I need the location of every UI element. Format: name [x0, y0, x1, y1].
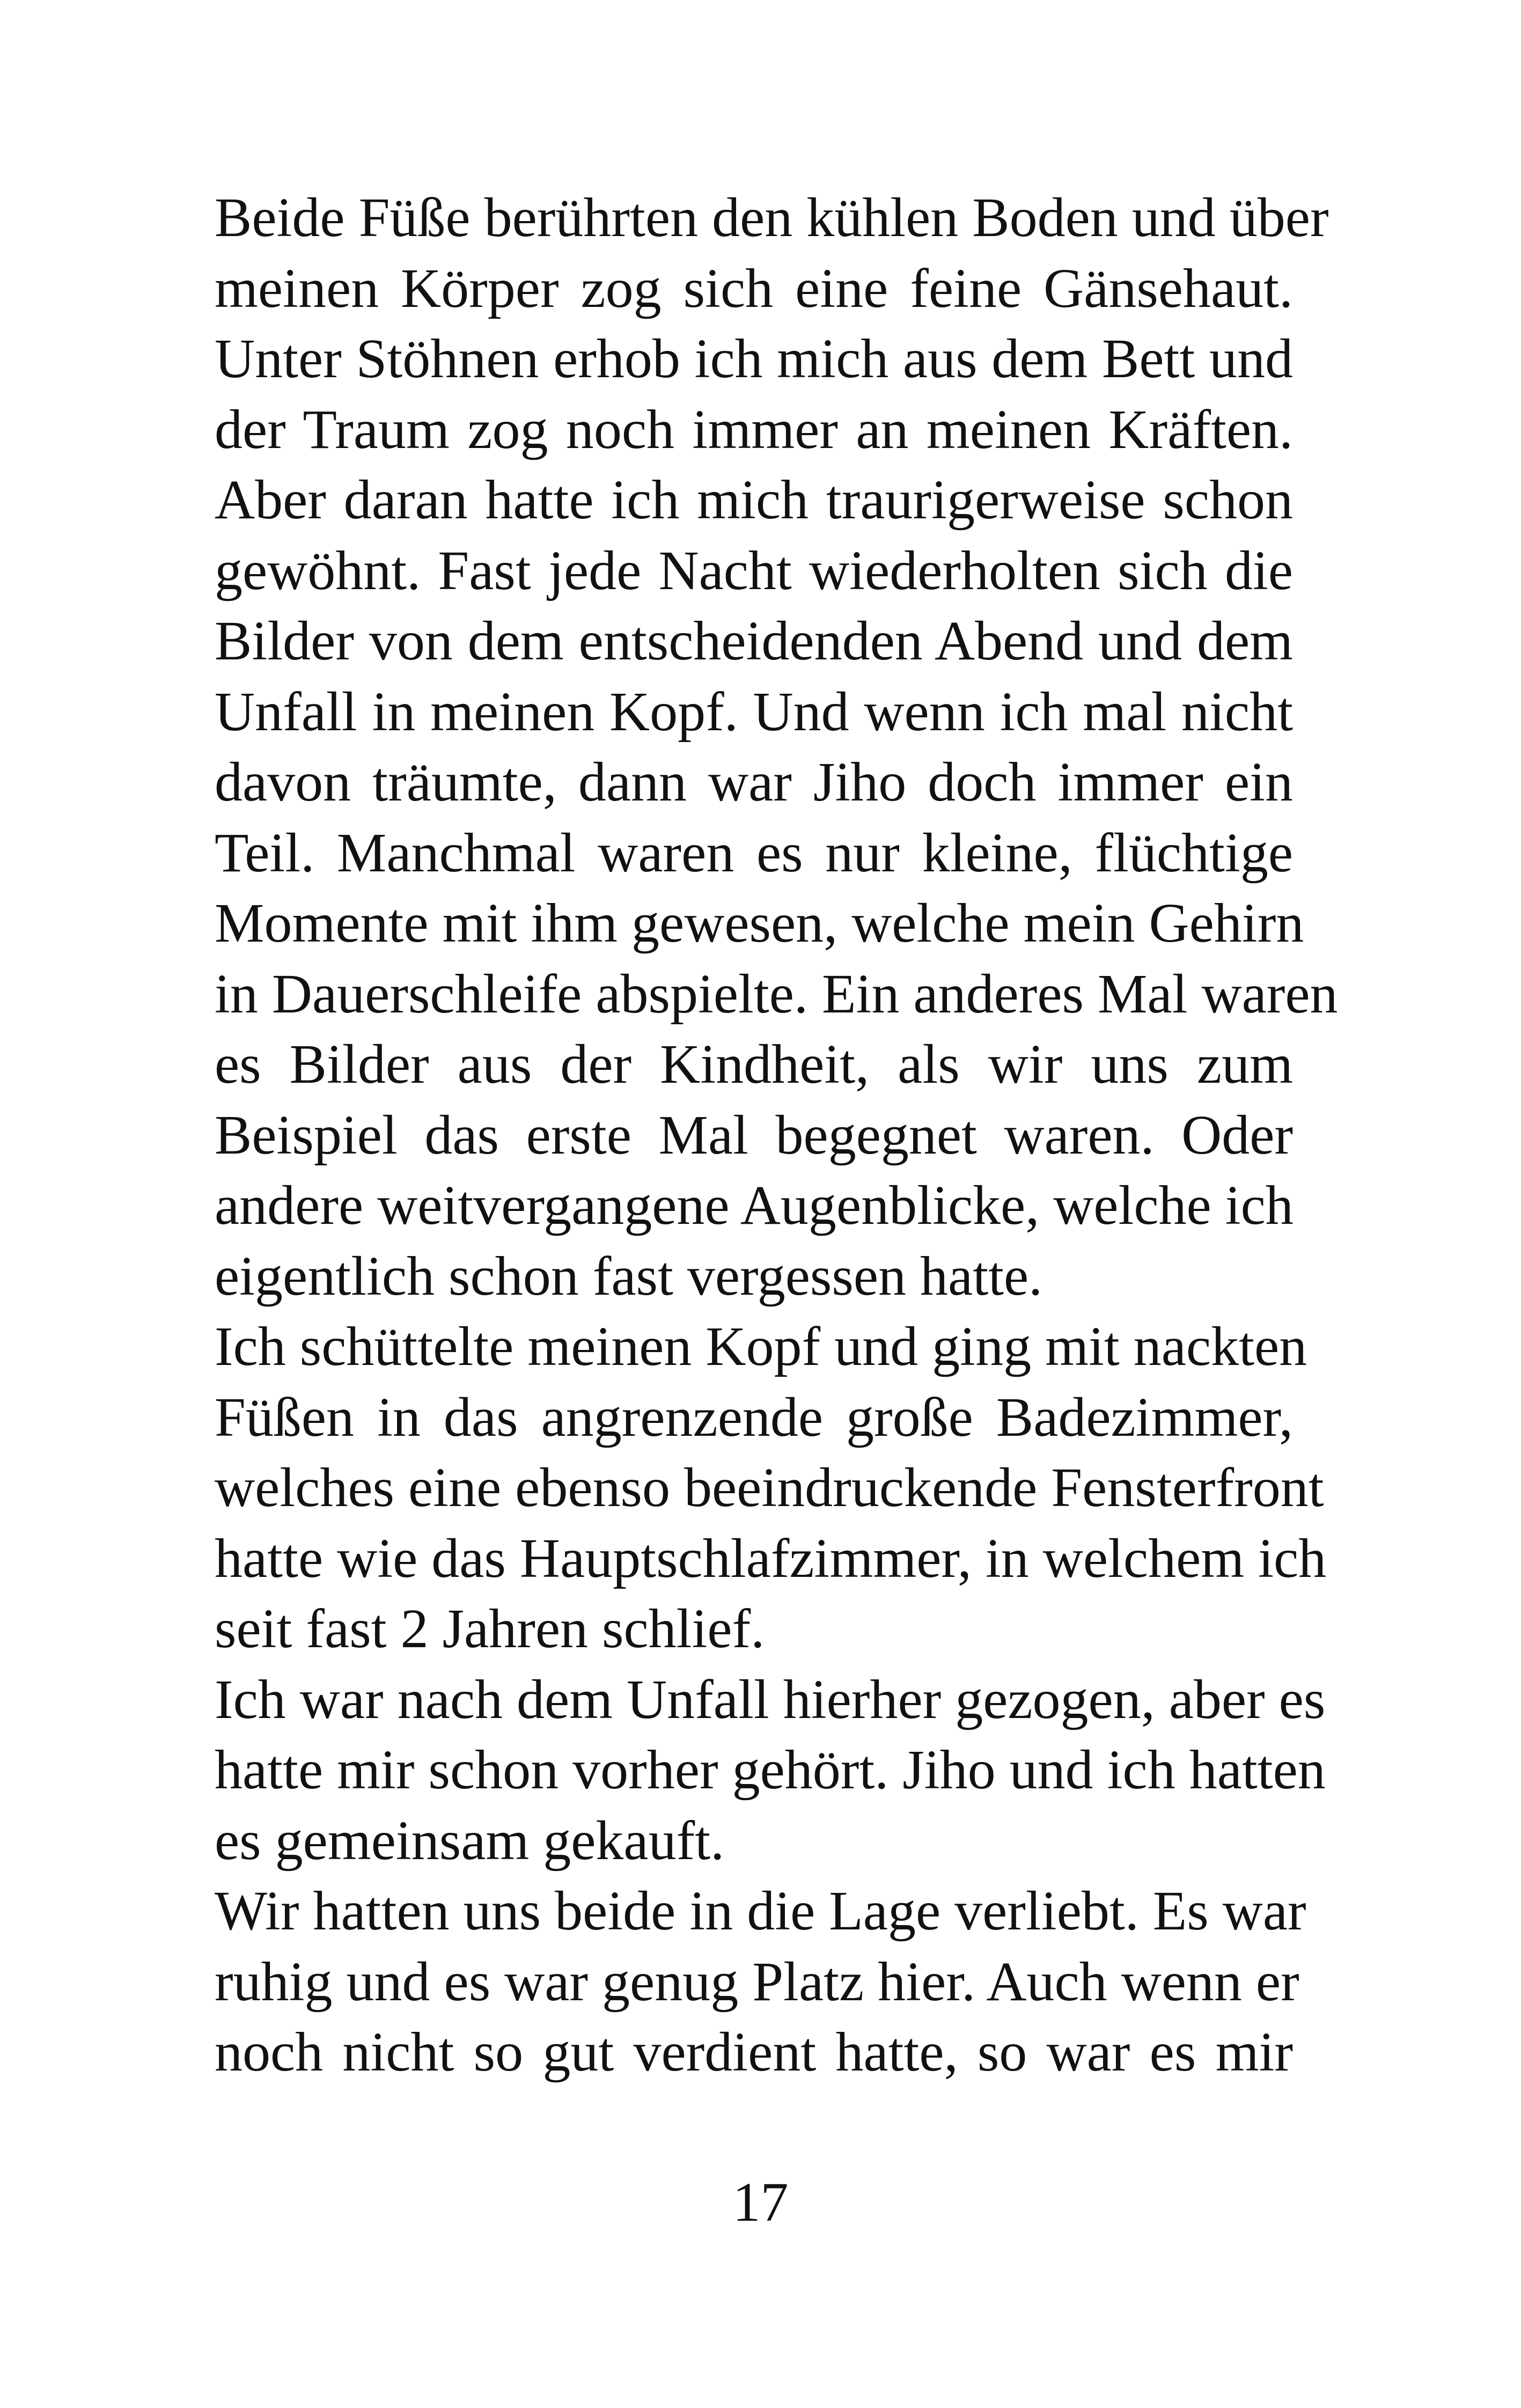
- text-line: gewöhnt. Fast jede Nacht wiederholten sich die: [215, 539, 1293, 601]
- text-line: Unfall in meinen Kopf. Und wenn ich mal nicht: [215, 680, 1293, 743]
- text-line: hatte wie das Hauptschlafzimmer, in welchem ich: [215, 1527, 1327, 1589]
- text-line: hatte mir schon vorher gehört. Jiho und ich hatten: [215, 1739, 1326, 1801]
- text-line: davon träumte, dann war Jiho doch immer ein: [215, 751, 1293, 813]
- page-number: 17: [732, 2171, 789, 2233]
- text-line: in Dauerschleife abspielte. Ein anderes Mal waren: [215, 963, 1338, 1025]
- paragraph-2: [215, 1311, 1327, 1664]
- text-line: meinen Körper zog sich eine feine Gänsehaut.: [215, 257, 1293, 319]
- text-line: es gemeinsam gekauft.: [215, 1809, 725, 1871]
- text-line: es Bilder aus der Kindheit, als wir uns zum: [215, 1033, 1293, 1095]
- text-line: Aber daran hatte ich mich traurigerweise schon: [215, 469, 1293, 531]
- text-line: Beispiel das erste Mal begegnet waren. Oder: [215, 1104, 1293, 1166]
- text-line: andere weitvergangene Augenblicke, welche ich: [215, 1174, 1294, 1236]
- text-line: ruhig und es war genug Platz hier. Auch wenn er: [215, 1950, 1299, 2013]
- text-line: Beide Füße berührten den kühlen Boden und über: [215, 187, 1329, 248]
- text-line: seit fast 2 Jahren schlief.: [215, 1598, 765, 1660]
- text-line: der Traum zog noch immer an meinen Kräften.: [215, 398, 1293, 460]
- body-text: [215, 182, 1338, 2088]
- text-line: welches eine ebenso beeindruckende Fensterfront: [215, 1457, 1324, 1518]
- text-line: Unter Stöhnen erhob ich mich aus dem Bett und: [215, 328, 1293, 390]
- text-line: Momente mit ihm gewesen, welche mein Gehirn: [215, 892, 1304, 954]
- text-line: Wir hatten uns beide in die Lage verliebt. Es war: [215, 1880, 1306, 1942]
- paragraph-4: [215, 1876, 1306, 2088]
- text-line: eigentlich schon fast vergessen hatte.: [215, 1245, 1043, 1307]
- text-line: Teil. Manchmal waren es nur kleine, flüchtige: [215, 821, 1293, 884]
- paragraph-1: [215, 182, 1338, 1311]
- paragraph-3: [215, 1664, 1326, 1876]
- text-line: Füßen in das angrenzende große Badezimmer,: [215, 1386, 1293, 1448]
- text-line: noch nicht so gut verdient hatte, so war es mir: [215, 2021, 1293, 2083]
- text-line: Ich schüttelte meinen Kopf und ging mit nackten: [215, 1316, 1307, 1377]
- text-line: Bilder von dem entscheidenden Abend und dem: [215, 610, 1293, 672]
- text-line: Ich war nach dem Unfall hierher gezogen, aber es: [215, 1668, 1326, 1730]
